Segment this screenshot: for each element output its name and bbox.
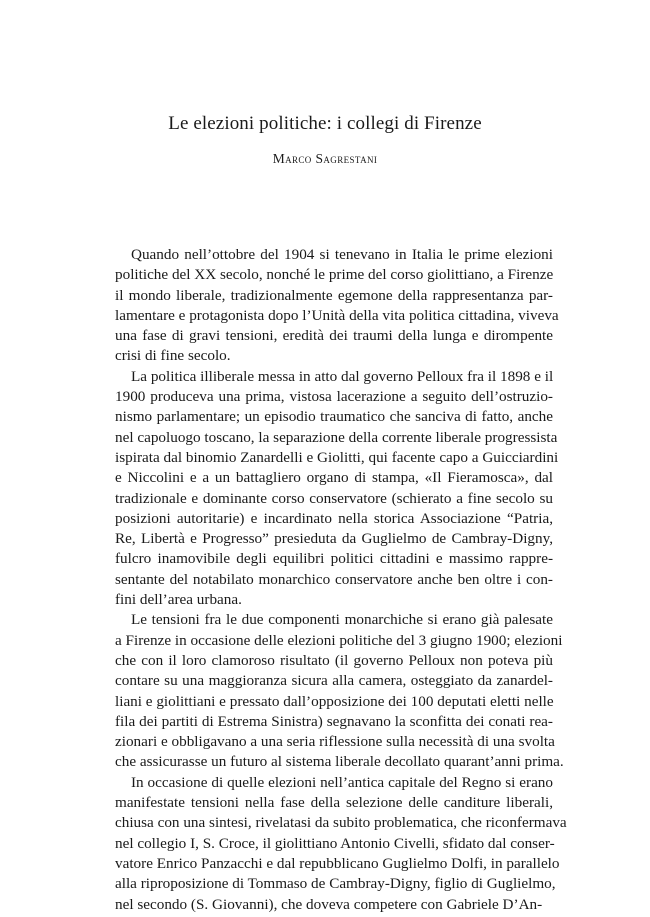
text-line: fini dell’area urbana. [115, 591, 242, 609]
text-line: Quando nell’ottobre del 1904 si tenevano in Italia le prime elezioni [131, 246, 553, 263]
text-line: lamentare e protagonista dopo l’Unità della vita politica cittadina, viveva [115, 306, 559, 324]
text-line: una fase di gravi tensioni, eredità dei traumi della lunga e dirompente [115, 327, 553, 345]
text-line: politiche del XX secolo, nonché le prime del corso giolittiano, a Firenze [115, 266, 554, 284]
text-line: che assicurasse un futuro al sistema liberale decollato quarant’anni prima. [115, 753, 564, 771]
text-line: 1900 produceva una prima, vistosa lacerazione a seguito dell’ostruzio- [115, 388, 553, 406]
text-line: sentante del notabilato monarchico conservatore anche ben oltre i con- [115, 570, 553, 588]
paragraph [115, 610, 564, 772]
text-line: ispirata dal binomio Zanardelli e Giolitti, qui facente capo a Guicciardini [115, 448, 559, 466]
text-line: nel collegio I, S. Croce, il giolittiano Antonio Civelli, sfidato dal conser- [115, 834, 555, 852]
text-line: tradizionale e dominante corso conservatore (schierato a fine secolo su [115, 489, 553, 507]
text-line: vatore Enrico Panzacchi e dal repubblicano Guglielmo Dolfi, in parallelo [115, 854, 560, 872]
text-line: a Firenze in occasione delle elezioni politiche del 3 giugno 1900; elezioni [115, 631, 563, 649]
text-line: il mondo liberale, tradizionalmente egemone della rappresentanza par- [115, 286, 553, 304]
paragraph [115, 773, 567, 915]
text-line: fulcro inamovibile degli equilibri politici cittadini e massimo rappre- [115, 550, 553, 568]
article-title: Le elezioni politiche: i collegi di Firenze [168, 113, 482, 134]
text-line: liani e giolittiani e pressato dall’opposizione dei 100 deputati eletti nelle [115, 692, 554, 710]
text-line: Le tensioni fra le due componenti monarchiche si erano già palesate [131, 611, 553, 629]
text-line: nel capoluogo toscano, la separazione della corrente liberale progressista [115, 428, 558, 446]
text-line: zionari e obbligavano a una seria riflessione sulla necessità di una svolta [115, 733, 555, 751]
article-author: Marco Sagrestani [272, 151, 378, 166]
text-line: nismo parlamentare; un episodio traumatico che sanciva di fatto, anche [115, 408, 553, 426]
paragraph [115, 245, 559, 367]
text-line: nel secondo (S. Giovanni), che doveva competere con Gabriele D’An- [115, 895, 543, 913]
text-line: manifestate tensioni nella fase della selezione delle canditure liberali, [115, 794, 553, 812]
text-line: In occasione di quelle elezioni nell’antica capitale del Regno si erano [131, 773, 553, 791]
text-line: contare su una maggioranza sicura alla camera, osteggiato da zanardel- [115, 672, 553, 690]
text-line: posizioni autoritarie) e incardinato nella storica Associazione “Patria, [115, 509, 553, 527]
text-line: e Niccolini e a un battagliero organo di stampa, «Il Fieramosca», dal [115, 469, 553, 487]
text-line: chiusa con una sintesi, rivelatasi da subito problematica, che riconfermava [115, 814, 567, 832]
paragraph [115, 367, 559, 611]
text-line: alla riproposizione di Tommaso de Cambray-Digny, figlio di Guglielmo, [115, 875, 556, 893]
text-line: che con il loro clamoroso risultato (il governo Pelloux non poteva più [115, 651, 553, 669]
text-line: fila dei partiti di Estrema Sinistra) segnavano la sconfitta dei conati rea- [115, 712, 553, 730]
text-line: La politica illiberale messa in atto dal governo Pelloux fra il 1898 e il [131, 367, 554, 385]
article-body [115, 245, 567, 915]
text-line: crisi di fine secolo. [115, 347, 231, 365]
text-line: Re, Libertà e Progresso” presieduta da Guglielmo de Cambray-Digny, [115, 530, 553, 548]
